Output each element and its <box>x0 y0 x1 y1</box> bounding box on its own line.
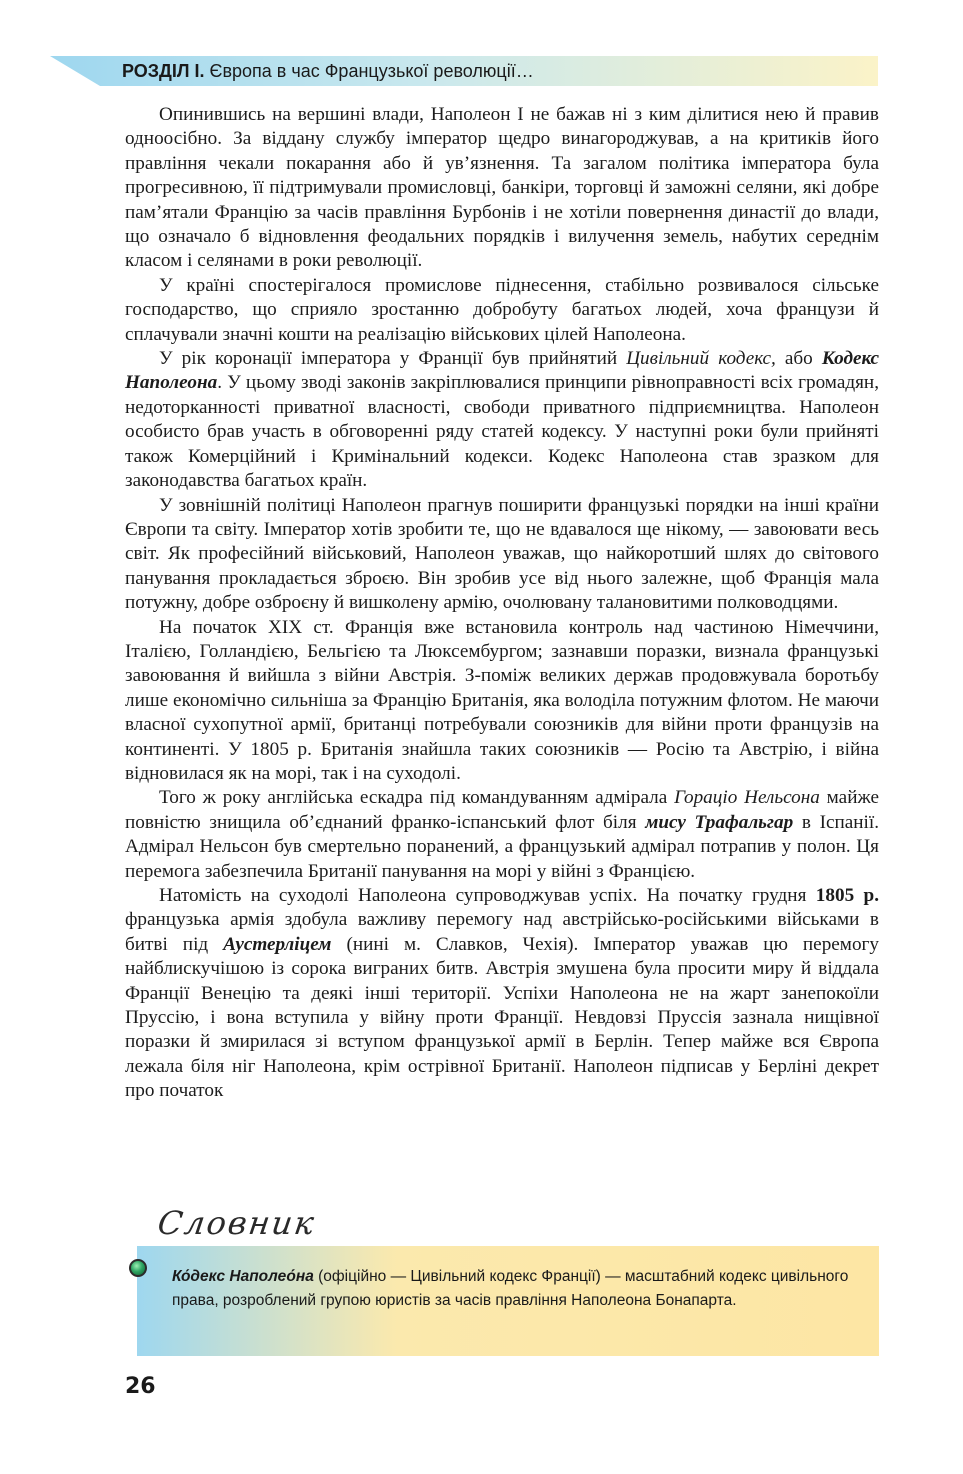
paragraph: У зовнішній політиці Наполеон прагнув поширити французькі порядки на інші країни Європи та світу. Імператор хотів зробити те, що не вдавалося ще нікому, — завоювати весь світ. Як професійний військовий, Наполеон уважав, що найкоротший шлях до світового панування прокладається зброєю. Він зробив усе від нього залежне, щоб Франція мала потужну, добре озброєну й вишколену армію, очолювану талановитими полководцями. <box>125 494 879 614</box>
main-text <box>125 103 879 1104</box>
section-header <box>122 61 534 82</box>
paragraph <box>125 347 879 493</box>
text-run: Того ж року англійська ескадра під командуванням адмірала <box>159 787 675 809</box>
text-run: У рік коронації імператора у Франції був прийнятий <box>159 348 627 370</box>
section-label: РОЗДІЛ І. <box>122 61 205 81</box>
key-date: 1805 р. <box>815 885 880 906</box>
glossary-entry <box>172 1265 862 1313</box>
section-title: Європа в час Французької революції… <box>204 61 534 81</box>
glossary-heading: Словник <box>155 1204 319 1242</box>
key-term: Аустерліцем <box>223 933 332 955</box>
bullet-icon <box>129 1259 147 1277</box>
text-run: французька армія здобула важливу перемогу над австрійсько-російськими військами в битві під <box>125 909 879 955</box>
paragraph: На початок XIX ст. Франція вже встановила контроль над частиною Німеччини, Італією, Голландією, Бельгією та Люксембургом; зазнавши поразки, визнала французькі завоювання й вийшла з війни Австрія. З-поміж великих держав продовжувала боротьбу лише економічно сильніша за Францію Британія, яка володіла потужним флотом. Не маючи власної сухопутної армії, британці потребували союзників для війни проти французів на континенті. У 1805 р. Британія знайшла таких союзників — Росію та Австрію, і війна відновилася як на морі, так і на суходолі. <box>125 616 879 784</box>
text-run: . У цьому зводі законів закріплювалися принципи рівноправності всіх громадян, недоторканності приватної власності, свободи приватного підприємництва. Наполеон особисто брав участь в обговоренні ряду статей кодексу. У наступні роки були прийняті також Комерційний і Кримінальний кодекси. Кодекс Наполеона став зразком для законодавства багатьох країн. <box>125 372 879 492</box>
paragraph <box>125 884 879 1104</box>
text-run: в Іспанії. Адмірал Нельсон був смертельно поранений, а французький адмірал потрапив у полон. Ця перемога забезпечила Британії панування на морі у війні з Францією. <box>125 811 879 882</box>
paragraph: У країні спостерігалося промислове піднесення, стабільно розвивалося сільське господарство, що сприяло зростанню добробуту багатьох людей, хоча французи й сплачували значні кошти на реалізацію військових цілей Наполеона. <box>125 274 879 345</box>
glossary-definition: (офіційно — Цивільний кодекс Франції) — масштабний кодекс цивільного права, розроблений групою юристів за часів правління Наполеона Бонапарта. <box>172 1268 849 1309</box>
text-run: Натомість на суходолі Наполеона супроводжував успіх. На початку грудня <box>159 885 816 906</box>
italic-name: Гораціо Нельсона <box>674 787 820 809</box>
key-term: Кодекс Наполеона <box>125 348 880 394</box>
text-run: (нині м. Славков, Чехія). Імператор уважав цю перемогу найблискучішою із сорока виграних битв. Австрія змушена була просити миру й віддала Франції Венецію та деякі інші території. Успіхи Наполеона не на жарт занепокоїли Пруссію, і вона вступила у війну проти Франції. Невдовзі Пруссія зазнала нищівної поразки й змирилася зі вступом французької армії в Берлін. Тепер майже вся Європа лежала біля ніг Наполеона, крім острівної Британії. Наполеон підписав у Берліні декрет про початок <box>125 933 880 1102</box>
italic-term: Цивільний кодекс, <box>626 348 776 370</box>
paragraph: Опинившись на вершині влади, Наполеон I не бажав ні з ким ділитися нею й правив одноосібно. За віддану службу імператор щедро винагороджував, а на критиків його правління чекали покарання або й ув’язнення. Та загалом політика імператора була прогресивною, її підтримували промисловці, банкіри, торговці й заможні селяни, які добре пам’ятали Францію за часів правління Бурбонів і не хотіли повернення династії до влади, що означало б відновлення феодальних порядків і вилучення земель, набутих середнім класом і селянами в роки революції. <box>125 104 879 272</box>
glossary-term: Ко́декс Наполео́на <box>172 1268 314 1285</box>
paragraph <box>125 786 879 884</box>
key-term: мису Трафальгар <box>645 811 794 833</box>
page-number: 26 <box>125 1374 156 1399</box>
text-run: майже повністю знищила об’єднаний франко-іспанський флот біля <box>125 787 879 833</box>
text-run: або <box>775 348 822 370</box>
